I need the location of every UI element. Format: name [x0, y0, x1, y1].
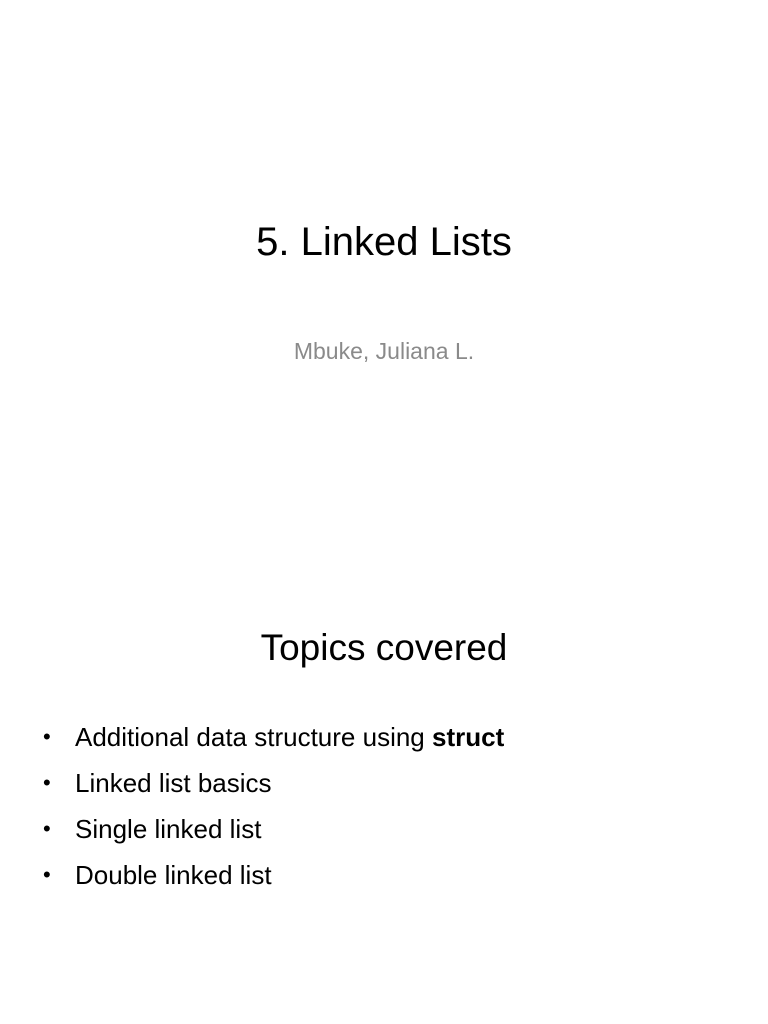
- topic-text: Additional data structure using: [75, 722, 432, 752]
- topics-title: Topics covered: [260, 627, 508, 668]
- topics-slide: [0, 560, 768, 1024]
- topic-text: Linked list basics: [75, 768, 272, 798]
- bullet-icon: •: [43, 724, 51, 749]
- topic-item-double: [40, 852, 504, 898]
- topic-text: Single linked list: [75, 814, 262, 844]
- topic-item-basics: [40, 760, 504, 806]
- author-subtitle: Mbuke, Juliana L.: [293, 338, 475, 364]
- bullet-icon: •: [43, 770, 51, 795]
- topic-item-single: [40, 806, 504, 852]
- slide-title: 5. Linked Lists: [256, 220, 512, 264]
- topics-list: [40, 714, 504, 898]
- topic-item-struct: [40, 714, 504, 760]
- bullet-icon: •: [43, 816, 51, 841]
- topic-keyword: struct: [432, 722, 505, 752]
- topic-text: Double linked list: [75, 860, 272, 890]
- bullet-icon: •: [43, 862, 51, 887]
